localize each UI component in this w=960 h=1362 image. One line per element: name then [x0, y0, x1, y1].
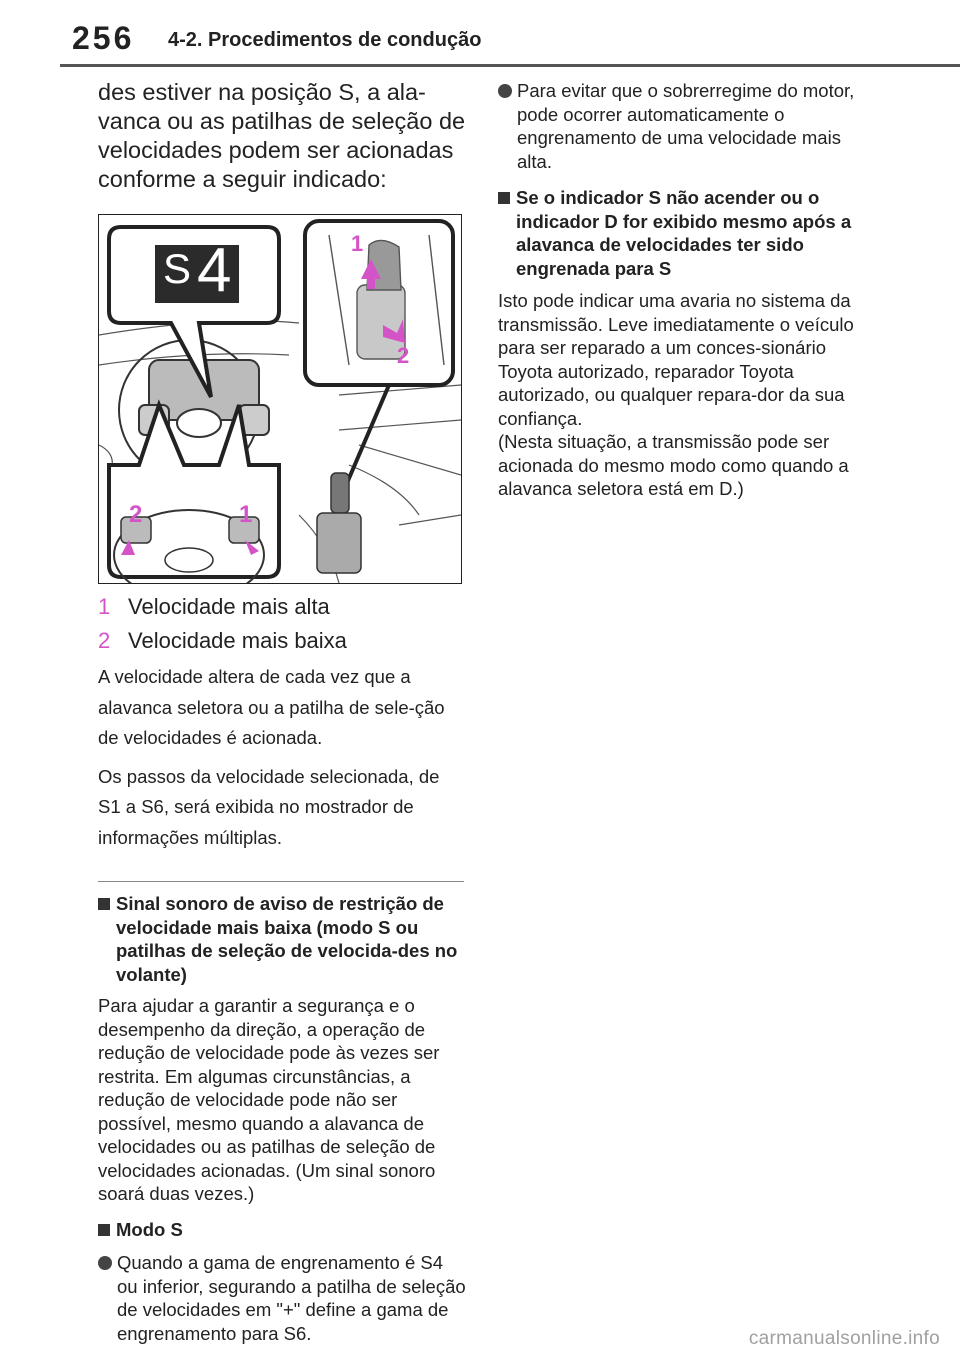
paragraph-malfunction: Isto pode indicar uma avaria no sistema da transmissão. Leve imediatamente o veículo para ser reparado a um conces-sionário Toyota autorizado, reparador Toyota autorizado, ou qualquer repara-dor da sua confiança. (Nesta situação, a transmissão pode ser acionada do mesmo modo como quando a alavanca seletora está em D.)	[498, 290, 854, 499]
bullet-text: Para evitar que o sobrerregime do motor, pode ocorrer automaticamente o engrenamento de uma velocidade mais alta.	[517, 80, 855, 172]
paddle-label-left: 2	[129, 501, 143, 528]
illustration-drawing	[99, 215, 461, 583]
section-divider	[98, 881, 464, 882]
heading-text: Se o indicador S não acender ou o indicador D for exibido mesmo após a alavanca de velocidades ter sido engrenada para S	[516, 187, 852, 279]
lever-label-up: 1	[351, 231, 364, 256]
figure-legend	[98, 590, 466, 658]
legend-number: 2	[98, 628, 111, 653]
heading-mode-s	[98, 1218, 466, 1242]
watermark: carmanualsonline.info	[748, 1328, 940, 1349]
bullet-overrev	[498, 79, 866, 173]
legend-text: Velocidade mais alta	[128, 594, 330, 619]
right-column	[498, 79, 866, 501]
legend-item	[98, 624, 466, 658]
legend-item	[98, 590, 466, 624]
page-number: 256	[72, 20, 135, 56]
display-s: S	[163, 245, 192, 292]
legend-number: 1	[98, 594, 111, 619]
square-bullet-icon	[98, 898, 110, 910]
heading-text: Sinal sonoro de aviso de restrição de velocidade mais baixa (modo S ou patilhas de seleção de velocida-des no volante)	[116, 893, 458, 985]
paragraph-restriction: Para ajudar a garantir a segurança e o desempenho da direção, a operação de redução de velocidade pode às vezes ser restrita. Em algumas circunstâncias, a redução de velocidade pode não ser possível, mesmo quando a alavanca de velocidades ou as patilhas de seleção de velocidades acionadas. (Um sinal sonoro soará duas vezes.)	[98, 995, 440, 1204]
lever-label-down: 2	[397, 343, 410, 368]
round-bullet-icon	[498, 84, 512, 98]
heading-warning-buzzer	[98, 892, 466, 986]
round-bullet-icon	[98, 1256, 112, 1270]
paragraph-gear-change: A velocidade altera de cada vez que a alavanca seletora ou a patilha de sele-ção de velocidades é acionada.	[98, 666, 445, 748]
square-bullet-icon	[98, 1224, 110, 1236]
bullet-text: Quando a gama de engrenamento é S4 ou inferior, segurando a patilha de seleção de velocidades em "+" define a gama de engrenamento para S6.	[117, 1252, 466, 1344]
legend-text: Velocidade mais baixa	[128, 628, 347, 653]
display-gear: 4	[197, 236, 232, 305]
shift-illustration	[98, 214, 462, 584]
paragraph-gear-display: Os passos da velocidade selecionada, de S1 a S6, será exibida no mostrador de informações múltiplas.	[98, 765, 440, 848]
header-divider	[60, 64, 960, 67]
heading-s-indicator	[498, 186, 866, 280]
heading-text: Modo S	[116, 1218, 183, 1240]
section-title: 4-2. Procedimentos de condução	[168, 29, 482, 51]
left-column	[98, 78, 466, 1345]
paddle-label-right: 1	[239, 501, 253, 528]
square-bullet-icon	[498, 192, 510, 204]
bullet-mode-s	[98, 1251, 466, 1345]
intro-text: des estiver na posição S, a ala-vanca ou as patilhas de seleção de velocidades podem ser acionadas conforme a seguir indicado:	[98, 79, 466, 192]
